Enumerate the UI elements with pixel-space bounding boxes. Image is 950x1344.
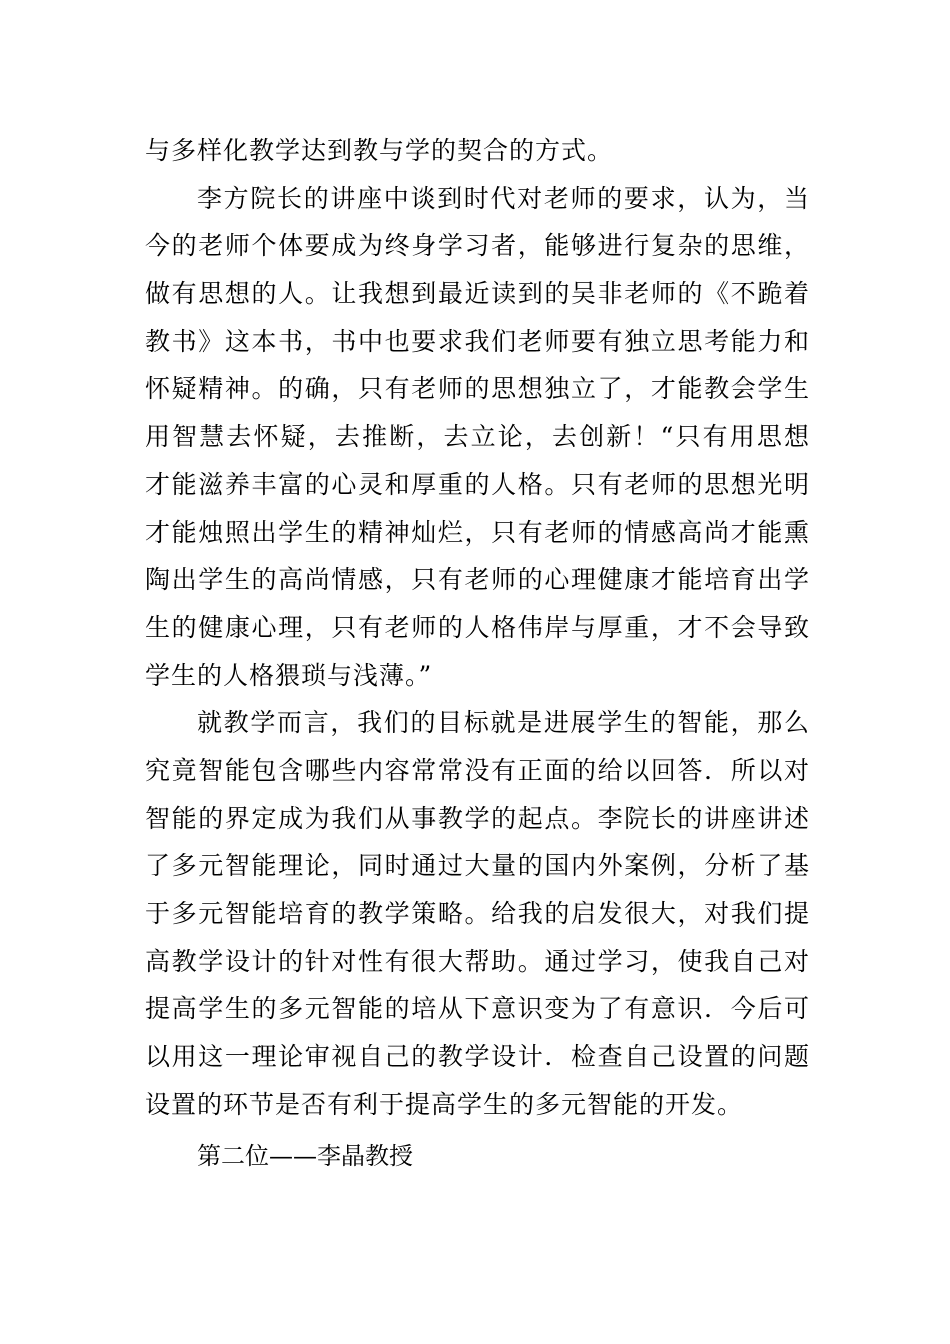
text-line: 教书》这本书，书中也要求我们老师要有独立思考能力和 — [145, 326, 810, 356]
section-heading: 第二位——李晶教授 — [197, 1142, 413, 1171]
text-line: 了多元智能理论，同时通过大量的国内外案例，分析了基 — [145, 851, 810, 881]
text-line: 用智慧去怀疑，去推断，去立论，去创新！“只有用思想 — [145, 422, 810, 452]
paragraph-3 — [145, 699, 810, 1128]
text-line: 以用这一理论审视自己的教学设计．检查自己设置的问题 — [145, 1042, 810, 1072]
text-line: 学生的人格猥琐与浅薄。” — [145, 660, 433, 690]
paragraph-1 — [145, 127, 810, 175]
text-line: 才能烛照出学生的精神灿烂，只有老师的情感高尚才能熏 — [145, 517, 810, 547]
text-line: 今的老师个体要成为终身学习者，能够进行复杂的思维， — [145, 231, 810, 261]
text-line: 生的健康心理，只有老师的人格伟岸与厚重，才不会导致 — [145, 612, 810, 642]
text-line: 做有思想的人。让我想到最近读到的吴非老师的《不跪着 — [145, 279, 810, 309]
text-line: 提高学生的多元智能的培从下意识变为了有意识．今后可 — [145, 994, 810, 1024]
text-line: 怀疑精神。的确，只有老师的思想独立了，才能教会学生 — [145, 374, 810, 404]
text-line: 就教学而言，我们的目标就是进展学生的智能，那么 — [197, 708, 810, 738]
text-line: 究竟智能包含哪些内容常常没有正面的给以回答．所以对 — [145, 755, 810, 785]
text-line: 李方院长的讲座中谈到时代对老师的要求，认为，当 — [197, 183, 810, 213]
text-line: 才能滋养丰富的心灵和厚重的人格。只有老师的思想光明 — [145, 469, 810, 499]
text-line: 智能的界定成为我们从事教学的起点。李院长的讲座讲述 — [145, 803, 810, 833]
document-body — [145, 127, 810, 1180]
paragraph-2 — [145, 175, 810, 700]
text-line: 与多样化教学达到教与学的契合的方式。 — [145, 136, 614, 165]
text-line: 高教学设计的针对性有很大帮助。通过学习，使我自己对 — [145, 946, 810, 976]
text-line: 设置的环节是否有利于提高学生的多元智能的开发。 — [145, 1089, 744, 1119]
text-line: 于多元智能培育的教学策略。给我的启发很大，对我们提 — [145, 899, 810, 928]
text-line: 陶出学生的高尚情感，只有老师的心理健康才能培育出学 — [145, 565, 810, 595]
